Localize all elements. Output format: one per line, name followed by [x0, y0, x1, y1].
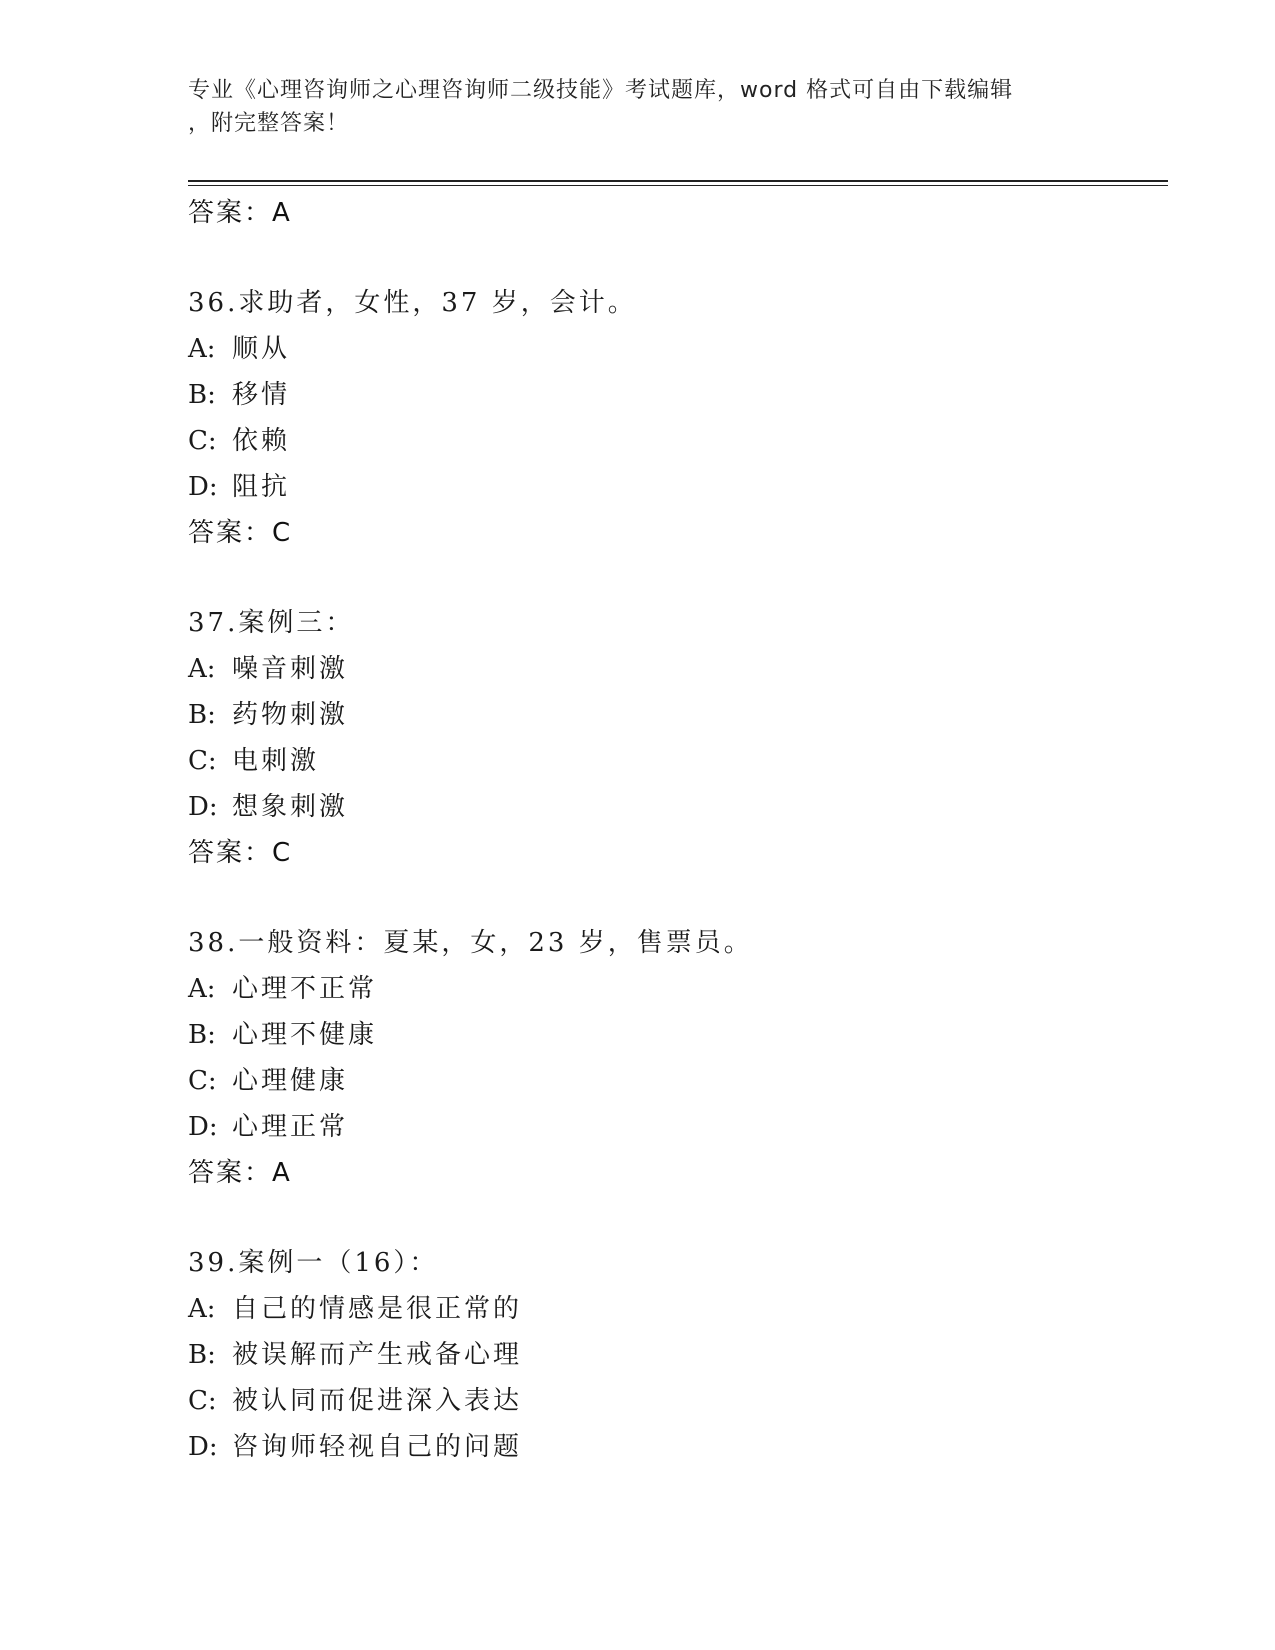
option-key: A: — [188, 1294, 216, 1324]
option-key: B: — [188, 1340, 216, 1370]
question-item — [188, 280, 1138, 556]
option-key: D: — [188, 472, 218, 502]
option-b — [188, 692, 1138, 738]
option-d — [188, 1424, 1138, 1470]
option-text: 噪音刺激 — [232, 654, 349, 684]
option-text: 自己的情感是很正常的 — [232, 1294, 523, 1324]
question-item — [188, 600, 1138, 876]
header-divider-thick — [188, 180, 1168, 182]
option-key: C: — [188, 426, 217, 456]
option-text: 心理正常 — [232, 1112, 349, 1142]
option-a — [188, 326, 1138, 372]
option-text: 被认同而促进深入表达 — [232, 1386, 523, 1416]
option-d — [188, 784, 1138, 830]
option-key: A: — [188, 334, 216, 364]
header-divider-thin — [188, 185, 1168, 186]
option-text: 移情 — [232, 380, 291, 410]
option-c — [188, 418, 1138, 464]
option-key: C: — [188, 746, 217, 776]
question-item — [188, 920, 1138, 1196]
answer-line: 答案：C — [188, 838, 293, 868]
header-line-2: ，附完整答案！ — [188, 111, 350, 136]
question-list — [188, 190, 1138, 1470]
question-stem: 37.案例三： — [188, 608, 355, 638]
option-c — [188, 738, 1138, 784]
question-stem: 36.求助者，女性，37 岁，会计。 — [188, 288, 637, 318]
option-key: C: — [188, 1066, 217, 1096]
question-stem: 38.一般资料：夏某，女，23 岁，售票员。 — [188, 928, 753, 958]
option-key: B: — [188, 700, 216, 730]
option-text: 心理不健康 — [232, 1020, 378, 1050]
header-line-1: 专业《心理咨询师之心理咨询师二级技能》考试题库，word 格式可自由下载编辑 — [188, 78, 1014, 103]
option-key: C: — [188, 1386, 217, 1416]
answer-line: 答案：A — [188, 198, 292, 228]
option-c — [188, 1058, 1138, 1104]
option-text: 心理不正常 — [232, 974, 378, 1004]
option-d — [188, 1104, 1138, 1150]
option-text: 被误解而产生戒备心理 — [232, 1340, 523, 1370]
option-key: D: — [188, 792, 218, 822]
option-a — [188, 646, 1138, 692]
option-b — [188, 1332, 1138, 1378]
option-text: 咨询师轻视自己的问题 — [232, 1432, 523, 1462]
answer-line: 答案：C — [188, 518, 293, 548]
option-text: 顺从 — [232, 334, 291, 364]
option-key: B: — [188, 380, 216, 410]
option-c — [188, 1378, 1138, 1424]
option-a — [188, 1286, 1138, 1332]
answer-line: 答案：A — [188, 1158, 292, 1188]
option-text: 心理健康 — [232, 1066, 349, 1096]
option-key: A: — [188, 974, 216, 1004]
question-stem: 39.案例一（16）： — [188, 1248, 439, 1278]
option-b — [188, 1012, 1138, 1058]
option-key: D: — [188, 1112, 218, 1142]
option-key: D: — [188, 1432, 218, 1462]
option-b — [188, 372, 1138, 418]
option-text: 想象刺激 — [232, 792, 349, 822]
document-header — [188, 74, 1088, 140]
option-key: B: — [188, 1020, 216, 1050]
option-text: 阻抗 — [232, 472, 291, 502]
option-text: 电刺激 — [232, 746, 320, 776]
option-text: 药物刺激 — [232, 700, 349, 730]
option-d — [188, 464, 1138, 510]
question-item — [188, 1240, 1138, 1470]
option-key: A: — [188, 654, 216, 684]
option-text: 依赖 — [232, 426, 291, 456]
option-a — [188, 966, 1138, 1012]
